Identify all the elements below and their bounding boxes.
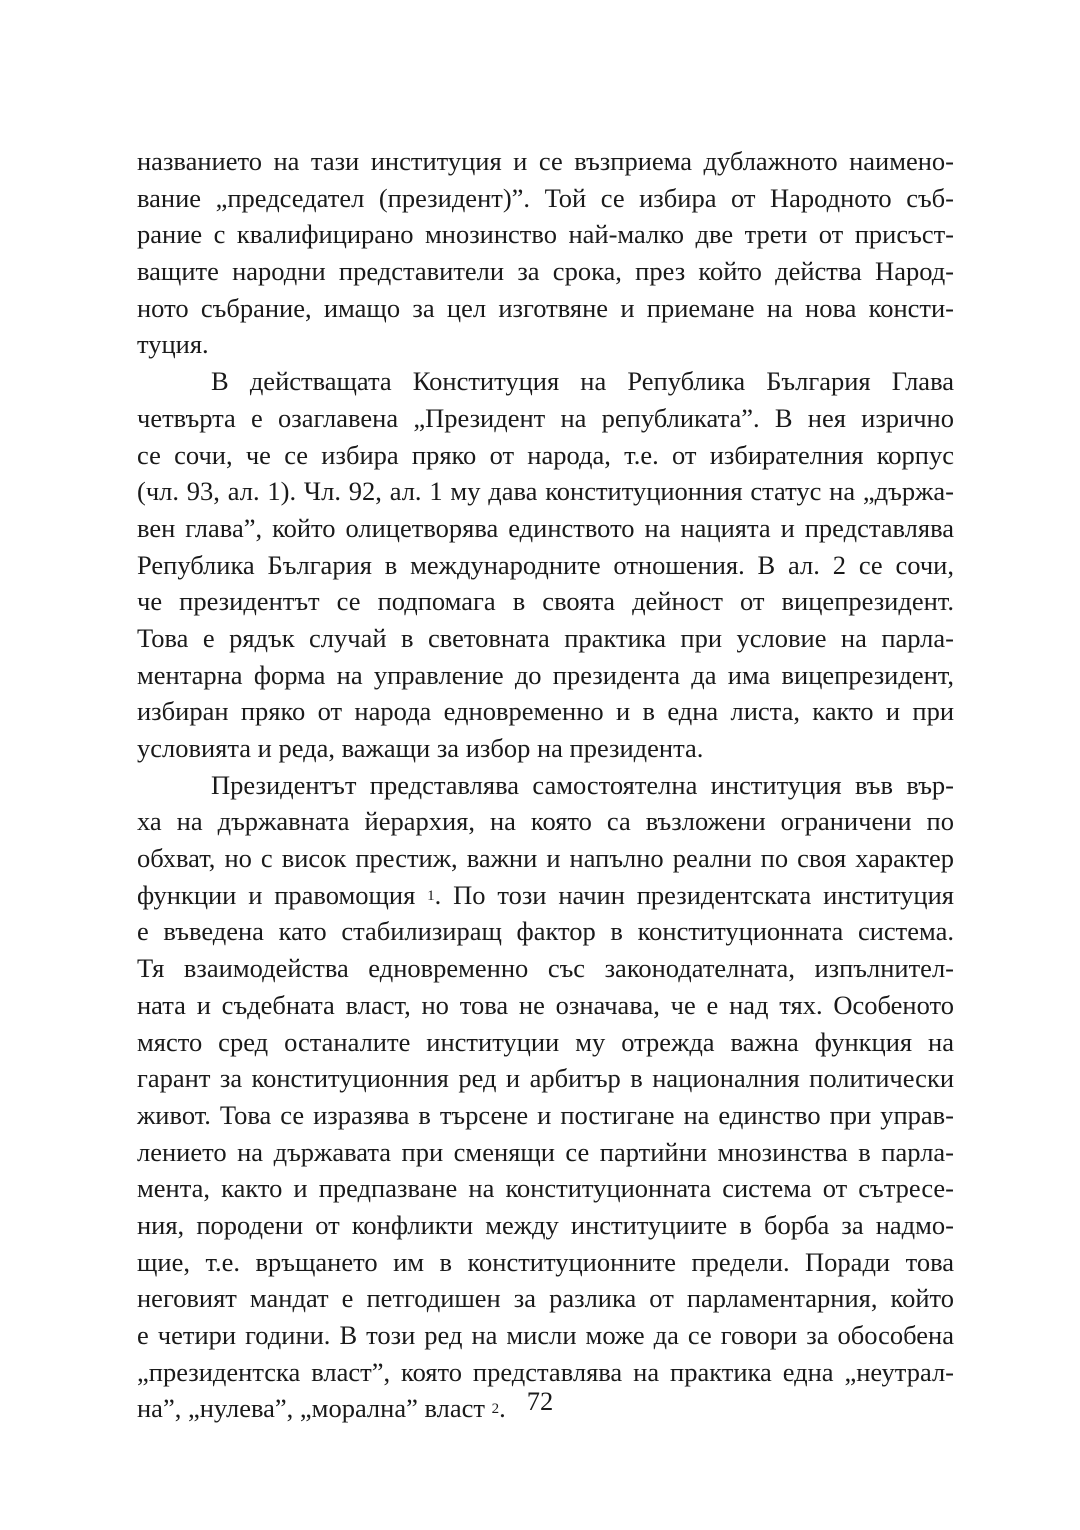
text-line: ното събрание, имащо за цел изготвяне и приемане на нова консти- <box>137 292 954 323</box>
text-line: (чл. 93, ал. 1). Чл. 92, ал. 1 му дава конституционния статус на „държа- <box>137 476 954 507</box>
text-line: неговият мандат е петгодишен за разлика от парламентарния, който <box>137 1283 954 1314</box>
footnote-ref-2[interactable]: 2 <box>491 1401 500 1418</box>
text-line: обхват, но с висок престиж, важни и напълно реални по своя характер <box>137 843 954 874</box>
text-line: вен глава”, който олицетворява единството на нацията и представлява <box>137 512 954 543</box>
text-line: живот. Това се изразява в търсене и постигане на единство при управ- <box>137 1099 954 1130</box>
text-line-with-footnote <box>137 877 954 914</box>
text-line: че президентът се подпомага в своята дейност от вицепрезидент. <box>137 586 954 617</box>
text-line: вание „председател (президент)”. Той се избира от Народното съб- <box>137 182 954 213</box>
text-line: ментарна форма на управление до президента да има вицепрезидент, <box>137 659 954 690</box>
footnote-ref-1[interactable]: 1 <box>427 887 435 904</box>
text-line: е въведена като стабилизиращ фактор в конституционната система. <box>137 916 954 947</box>
text-line: названието на тази институция и се възприема дублажното наимено- <box>137 146 954 176</box>
text-line: Президентът представлява самостоятелна институция във вър- <box>211 769 954 800</box>
text-line: гарант за конституционния ред и арбитър в националния политически <box>137 1063 954 1094</box>
text-segment: . По този начин президентската институция <box>434 879 954 910</box>
text-line: се сочи, че се избира пряко от народа, т.е. от избирателния корпус <box>137 439 954 470</box>
text-line: ващите народни представители за срока, през който действа Народ- <box>137 256 954 287</box>
text-line: лението на държавата при сменящи се партийни мнозинства в парла- <box>137 1136 954 1167</box>
text-line: ха на държавната йерархия, на която са възложени ограничени по <box>137 806 954 837</box>
text-line: условията и реда, важащи за избор на президента. <box>137 733 704 763</box>
text-line: място сред останалите институции му отрежда важна функция на <box>137 1026 954 1057</box>
page-number: 72 <box>526 1386 554 1416</box>
text-line: Това е рядък случай в световната практика при условие на парла- <box>137 622 954 653</box>
text-line: е четири години. В този ред на мисли може да се говори за обособена <box>137 1320 954 1350</box>
text-line: Тя взаимодейства едновременно със законодателната, изпълнител- <box>137 953 954 984</box>
text-line: В действащата Конституция на Република България Глава <box>211 366 954 397</box>
text-line: Република България в международните отношения. В ал. 2 се сочи, <box>137 549 954 580</box>
text-line: туция. <box>137 329 209 360</box>
text-line: мента, както и предпазване на конституционната система от сътресе- <box>137 1173 954 1204</box>
text-line: избиран пряко от народа едновременно и в една листа, както и при <box>137 696 954 727</box>
text-line: ния, породени от конфликти между институциите в борба за надмо- <box>137 1209 954 1240</box>
text-segment: . <box>499 1393 506 1424</box>
text-segment: на”, „нулева”, „морална” власт <box>137 1393 485 1424</box>
text-line: „президентска власт”, която представлява на практика една „неутрал- <box>137 1356 954 1387</box>
text-line: четвърта е озаглавена „Президент на републиката”. В нея изрично <box>137 402 954 433</box>
text-line: щие, т.е. връщането им в конституционните предели. Поради това <box>137 1246 954 1277</box>
text-line: ната и съдебната власт, но това не означава, че е над тях. Особеното <box>137 989 954 1020</box>
text-segment: функции и правомощия <box>137 879 416 910</box>
text-line: рание с квалифицирано мнозинство най-малко две трети от присъст- <box>137 219 954 250</box>
body-text <box>137 143 954 1427</box>
